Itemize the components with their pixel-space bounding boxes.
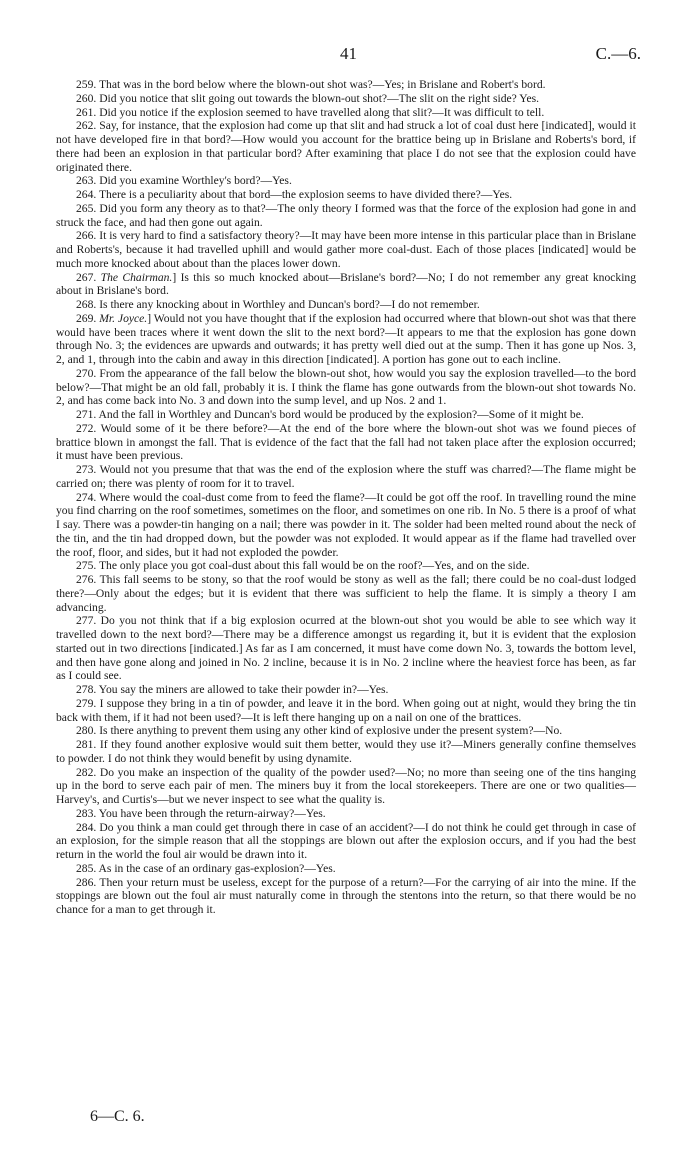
paragraph-text: 263. Did you examine Worthley's bord?—Yes. <box>76 174 292 188</box>
speaker-name: The Chairman. <box>100 270 173 284</box>
question-answer-paragraph <box>56 821 636 862</box>
page-header <box>56 44 641 66</box>
paragraph-text: 277. Do you not think that if a big explosion ocurred at the blown-out shot you would be able to see which way it travelled down to the next bord?—There may be a difference amongst us regarding it, but it is evident that the explosion started out in two directions [indicated.] As far as I am concerned, it must have come down No. 3, towards the bottom level, and then have gone along and joined in No. 2 incline, because it is in No. 2 incline where the heaviest force has been, as far as I could see. <box>56 614 636 683</box>
question-answer-paragraph <box>56 408 636 422</box>
paragraph-text: 282. Do you make an inspection of the quality of the powder used?—No; no more than seeing one of the tins hanging up in the bord to serve each pair of men. The miners buy it from the local storekeepers. There are one or two qualities—Harvey's, and Curtis's—but we never inspect to see what the quality is. <box>56 765 636 806</box>
paragraph-text: 272. Would some of it be there before?—At the end of the bore where the blown-out shot was we found pieces of brattice blown in amongst the fall. That is evidence of the fact that the fall had not taken place after the explosion occurred; it must have been previous. <box>56 421 636 463</box>
question-answer-paragraph <box>56 862 636 876</box>
question-answer-paragraph <box>56 312 636 367</box>
question-answer-paragraph <box>56 78 636 92</box>
question-answer-paragraph <box>56 683 636 697</box>
paragraph-text: 281. If they found another explosive would suit them better, would they use it?—Miners generally confine themselves to powder. I do not think they would benefit by using dynamite. <box>56 738 636 765</box>
question-answer-paragraph <box>56 463 636 491</box>
question-answer-paragraph <box>56 724 636 738</box>
paragraph-text: 280. Is there anything to prevent them using any other kind of explosive under the present system?—No. <box>76 724 563 738</box>
question-answer-paragraph <box>56 229 636 270</box>
question-answer-paragraph <box>56 92 636 106</box>
paragraph-text: 261. Did you notice if the explosion seemed to have travelled along that slit?—It was difficult to tell. <box>76 105 545 119</box>
paragraph-text: 275. The only place you got coal-dust about this fall would be on the roof?—Yes, and on the side. <box>76 559 530 573</box>
paragraph-text: 270. From the appearance of the fall below the blown-out shot, how would you say the explosion travelled—to the bord below?—That might be an old fall, probably it is. I think the flame has gone outwards from the blown-out shot towards No. 2, and has come back into No. 3 and down into the sump level, and up Nos. 2 and 1. <box>56 366 636 408</box>
question-answer-paragraph <box>56 738 636 766</box>
question-answer-paragraph <box>56 367 636 408</box>
paragraph-text: 268. Is there any knocking about in Worthley and Duncan's bord?—I do not remember. <box>76 298 480 311</box>
paragraph-text: 274. Where would the coal-dust come from to feed the flame?—It could be got off the roof. In travelling round the mine you find charring on the roof sometimes, sometimes on the floor, and sometimes on one rib. In No. 5 there is a proof of what I say. There was a powder-tin hanging on a nail; there was powder in it. The solder had been melted round about the neck of the tin, and the tin had dropped down, but the powder was not exploded. It would appear as if the flame had travelled over the roof, floor, and sides, but it had not exploded the powder. <box>56 490 636 559</box>
question-answer-paragraph <box>56 876 636 917</box>
paragraph-text: ] Would not you have thought that if the explosion had occurred where that blown-out shot was that there would have been traces where it went down the slit to the next bord?—It appears to me that the explosion has gone down through No. 3; the evidences are upwards and outwards; it has pretty well died out at the sump. Then it has gone up Nos. 3, 2, and 1, through into the cabin and away in this direction [indicated]. A portion has gone out to each incline. <box>56 311 636 366</box>
paragraph-text: 264. There is a peculiarity about that bord—the explosion seems to have divided there?—Yes. <box>76 188 513 201</box>
question-answer-paragraph <box>56 174 636 188</box>
paragraph-text: 276. This fall seems to be stony, so that the roof would be stony as well as the fall; there could be no coal-dust lodged there?—Only about the edges; but it is evident that there was sufficient to help the flame. It is simply a theory I am advancing. <box>56 573 636 614</box>
testimony-body <box>56 78 636 917</box>
question-answer-paragraph <box>56 188 636 202</box>
paragraph-text: 266. It is very hard to find a satisfactory theory?—It may have been more intense in this particular place than in Brislane and Roberts's, because it had travelled uphill and would gather more coal-dust. Each of those places [indicated] would be much more knocked about about than the places lower down. <box>56 229 636 270</box>
paragraph-text: 285. As in the case of an ordinary gas-explosion?—Yes. <box>76 861 336 875</box>
question-answer-paragraph <box>56 766 636 807</box>
paragraph-text: 271. And the fall in Worthley and Duncan's bord would be produced by the explosion?—Some of it might be. <box>76 408 584 421</box>
question-answer-paragraph <box>56 106 636 120</box>
paragraph-text: 286. Then your return must be useless, except for the purpose of a return?—For the carrying of air into the mine. If the stoppings are blown out the foul air must naturally come in through the stentons into the return, so that there would be no chance for a man to get through it. <box>56 875 636 916</box>
question-answer-paragraph <box>56 422 636 463</box>
question-answer-paragraph <box>56 807 636 821</box>
paragraph-text: 283. You have been through the return-airway?—Yes. <box>76 806 326 820</box>
speaker-name: Mr. Joyce. <box>99 311 148 325</box>
document-reference: C.—6. <box>595 44 641 63</box>
question-answer-paragraph <box>56 614 636 683</box>
question-answer-paragraph <box>56 119 636 174</box>
question-answer-paragraph <box>56 697 636 725</box>
paragraph-text: 273. Would not you presume that that was the end of the explosion where the stuff was charred?—The flame might be carried on; there was plenty of room for it to travel. <box>56 463 636 490</box>
paragraph-text: 278. You say the miners are allowed to take their powder in?—Yes. <box>76 683 389 696</box>
paragraph-text: 260. Did you notice that slit going out towards the blown-out shot?—The slit on the right side? Yes. <box>76 91 540 105</box>
question-answer-paragraph <box>56 202 636 230</box>
question-answer-paragraph <box>56 491 636 560</box>
paragraph-text: 284. Do you think a man could get through there in case of an accident?—I do not think he could get through in case of an explosion, for the simple reason that all the stoppings are blown out after the explosion occurs, and if you had the best return in the world the foul air would be drawn into it. <box>56 820 636 861</box>
paragraph-text: 279. I suppose they bring in a tin of powder, and leave it in the bord. When going out at night, would they bring the tin back with them, if it had not been used?—It is left there hanging up on a nail on one of the brattices. <box>56 696 636 724</box>
paragraph-text: ] Is this so much knocked about—Brislane's bord?—No; I do not remember any great knocking about in Brislane's bord. <box>56 270 637 298</box>
question-answer-paragraph <box>56 573 636 614</box>
question-answer-paragraph <box>56 271 636 299</box>
paragraph-text: 265. Did you form any theory as to that?—The only theory I formed was that the force of the explosion had gone in and struck the face, and had then gone out again. <box>56 201 636 229</box>
page-number: 41 <box>340 44 357 63</box>
paragraph-text: 267. <box>76 270 101 284</box>
paragraph-text: 269. <box>76 311 100 325</box>
paragraph-text: 262. Say, for instance, that the explosion had come up that slit and had struck a lot of coal dust here [indicated], would it not have developed fire in that bord?—How would you account for the brattice being up in Brislane and Roberts's bord, if there had been an explosion in that particular bord? After examining that place I do not see that the explosion could have originated there. <box>56 119 636 174</box>
signature-mark: 6—C. 6. <box>90 1108 145 1125</box>
question-answer-paragraph <box>56 298 636 312</box>
question-answer-paragraph <box>56 559 636 573</box>
paragraph-text: 259. That was in the bord below where the blown-out shot was?—Yes; in Brislane and Robert's bord. <box>76 78 546 91</box>
